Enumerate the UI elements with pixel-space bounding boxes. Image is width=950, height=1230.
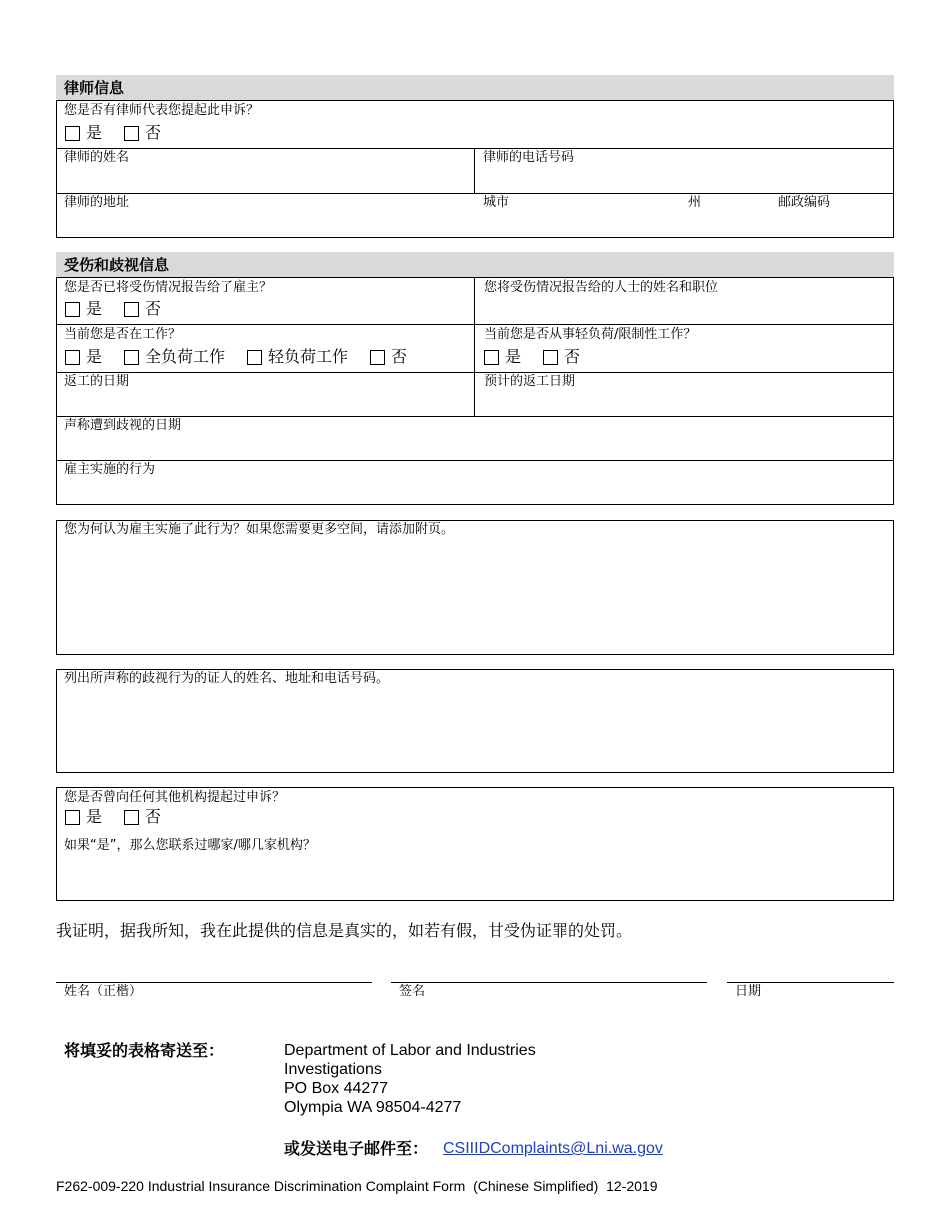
expected-return-label: 预计的返工日期	[484, 374, 576, 389]
witness-label: 列出所声称的歧视行为的证人的姓名、地址和电话号码。	[64, 671, 390, 686]
working-options	[65, 348, 429, 366]
checkbox[interactable]	[65, 810, 80, 825]
attorney-represented-question: 您是否有律师代表您提起此申诉？	[64, 103, 260, 118]
checkbox[interactable]	[124, 350, 139, 365]
signature-field[interactable]	[391, 958, 707, 981]
email-label: 或发送电子邮件至：	[284, 1139, 429, 1158]
return-date-label: 返工的日期	[64, 374, 130, 389]
witness-field[interactable]	[57, 689, 893, 772]
light-duty-options	[484, 348, 602, 366]
print-name-line	[56, 982, 372, 983]
print-name-label: 姓名（正楷）	[64, 984, 143, 999]
other-agency-question: 您是否曾向任何其他机构提起过申诉？	[64, 790, 286, 805]
attorney-address-field[interactable]	[57, 213, 473, 236]
injury-reported-no[interactable]: 否	[124, 300, 161, 318]
attorney-name-label: 律师的姓名	[64, 150, 130, 165]
divider	[56, 148, 894, 149]
injury-reported-options	[65, 300, 183, 318]
other-agency-options	[65, 808, 183, 826]
checkbox[interactable]	[124, 810, 139, 825]
discrimination-date-label: 声称遭到歧视的日期	[64, 418, 182, 433]
working-question: 当前您是否在工作？	[64, 327, 182, 342]
working-no[interactable]: 否	[370, 348, 407, 366]
certification-text: 我证明，据我所知，我在此提供的信息是真实的，如若有假，甘受伪证罪的处罚。	[56, 921, 633, 940]
attorney-state-label: 州	[688, 195, 702, 210]
attorney-section-title: 律师信息	[64, 79, 125, 97]
mail-address-line: Department of Labor and Industries	[284, 1042, 536, 1059]
why-label: 您为何认为雇主实施了此行为？如果您需要更多空间，请添加附页。	[64, 522, 455, 537]
divider	[56, 416, 894, 417]
attorney-represented-options	[65, 124, 183, 142]
discrimination-date-field[interactable]	[57, 436, 893, 459]
other-agency-field[interactable]	[57, 856, 893, 900]
date-line	[727, 982, 894, 983]
working-full-duty[interactable]: 全负荷工作	[124, 348, 225, 366]
attorney-name-field[interactable]	[57, 168, 473, 192]
checkbox[interactable]	[124, 126, 139, 141]
date-field[interactable]	[727, 958, 894, 981]
attorney-represented-yes[interactable]: 是	[65, 124, 102, 142]
checkbox[interactable]	[247, 350, 262, 365]
mail-to-label: 将填妥的表格寄送至：	[64, 1041, 225, 1060]
light-duty-no[interactable]: 否	[543, 348, 580, 366]
divider	[56, 324, 894, 325]
injury-reported-yes[interactable]: 是	[65, 300, 102, 318]
injury-reported-to-field[interactable]	[475, 298, 893, 323]
injury-section-title: 受伤和歧视信息	[64, 256, 170, 274]
other-agency-no[interactable]: 否	[124, 808, 161, 826]
print-name-field[interactable]	[56, 958, 372, 981]
divider	[56, 372, 894, 373]
injury-reported-to-label: 您将受伤情况报告给的人士的姓名和职位	[484, 280, 719, 295]
form-footer: F262-009-220 Industrial Insurance Discrimination Complaint Form (Chinese Simplified) 12-2019	[56, 1178, 658, 1194]
working-light-duty[interactable]: 轻负荷工作	[247, 348, 348, 366]
date-label: 日期	[735, 984, 762, 999]
signature-line	[391, 982, 707, 983]
checkbox[interactable]	[124, 302, 139, 317]
other-agency-yes[interactable]: 是	[65, 808, 102, 826]
working-yes[interactable]: 是	[65, 348, 102, 366]
attorney-represented-no[interactable]: 否	[124, 124, 161, 142]
signature-label: 签名	[399, 984, 426, 999]
attorney-section-header	[56, 75, 894, 100]
employer-action-label: 雇主实施的行为	[64, 462, 156, 477]
attorney-phone-label: 律师的电话号码	[483, 150, 575, 165]
light-duty-question: 当前您是否从事轻负荷/限制性工作？	[484, 327, 697, 342]
light-duty-yes[interactable]: 是	[484, 348, 521, 366]
why-field[interactable]	[57, 540, 893, 654]
checkbox[interactable]	[370, 350, 385, 365]
attorney-phone-field[interactable]	[475, 168, 893, 192]
mail-address-line: Investigations	[284, 1061, 382, 1078]
injury-section-header	[56, 252, 894, 277]
checkbox[interactable]	[484, 350, 499, 365]
return-date-field[interactable]	[57, 392, 473, 415]
employer-action-field[interactable]	[57, 480, 893, 504]
divider	[56, 460, 894, 461]
divider	[56, 193, 894, 194]
injury-reported-question: 您是否已将受伤情况报告给了雇主？	[64, 280, 273, 295]
attorney-address-label: 律师的地址	[64, 195, 130, 210]
expected-return-field[interactable]	[475, 392, 893, 415]
checkbox[interactable]	[543, 350, 558, 365]
checkbox[interactable]	[65, 126, 80, 141]
mail-address-line: PO Box 44277	[284, 1080, 389, 1097]
checkbox[interactable]	[65, 302, 80, 317]
attorney-city-state-zip-field[interactable]	[475, 213, 893, 236]
attorney-city-label: 城市	[483, 195, 510, 210]
other-agency-if-yes: 如果“是”，那么您联系过哪家/哪几家机构？	[64, 838, 316, 853]
checkbox[interactable]	[65, 350, 80, 365]
attorney-zip-label: 邮政编码	[778, 195, 831, 210]
mail-address-line: Olympia WA 98504-4277	[284, 1099, 462, 1116]
email-link[interactable]: CSIIIDComplaints@Lni.wa.gov	[443, 1140, 663, 1157]
